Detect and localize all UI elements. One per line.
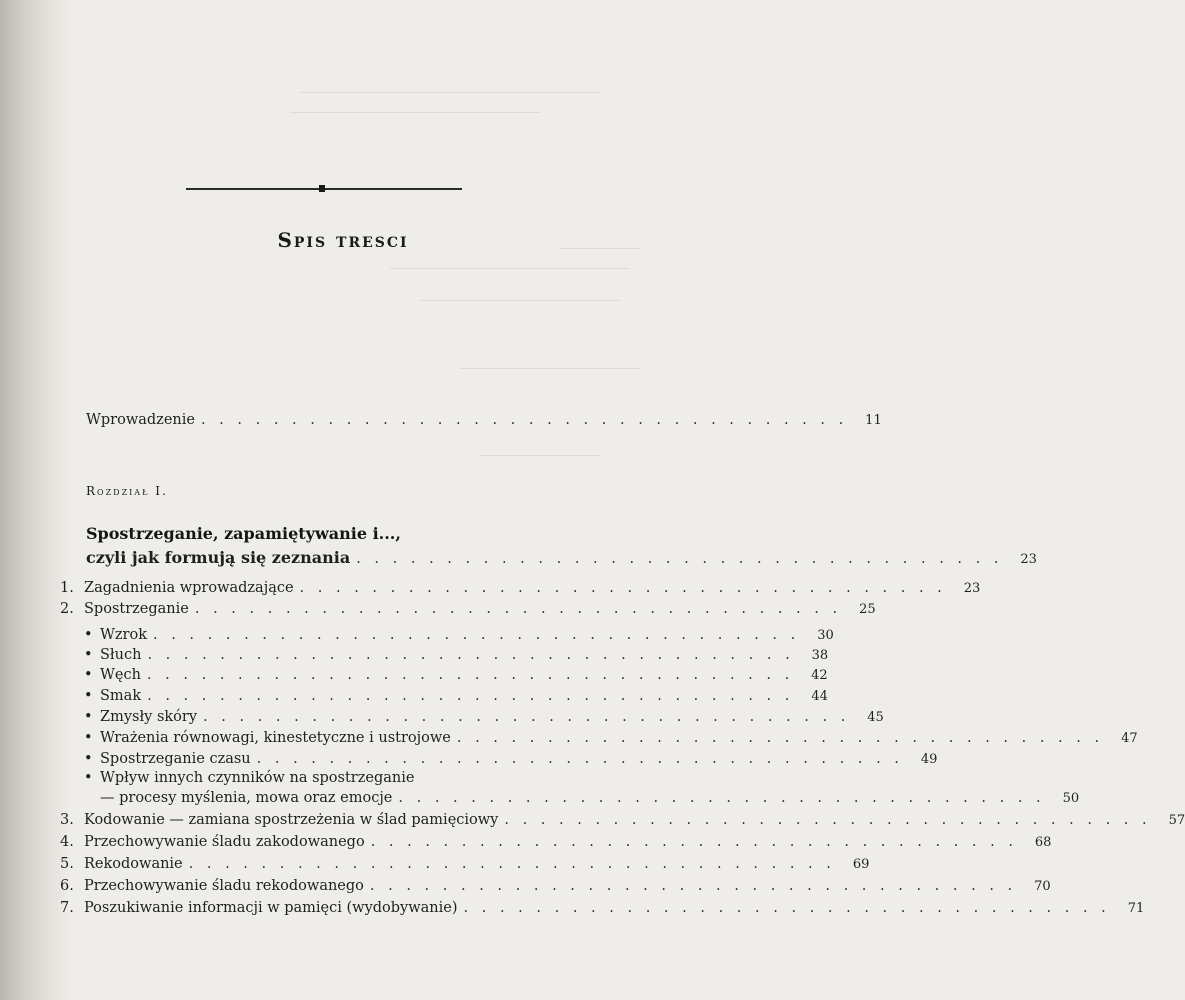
toc-subentry[interactable] (84, 730, 1138, 746)
toc-subentry-line1[interactable] (84, 770, 600, 786)
entry-label: Wzrok (100, 627, 147, 643)
toc-subentry[interactable] (84, 751, 938, 767)
entry-number: 3. (60, 812, 74, 828)
entry-page: 50 (1062, 791, 1080, 806)
toc-entry-chapter[interactable] (86, 548, 1037, 567)
toc-subentry-line2[interactable] (100, 790, 1080, 806)
bullet: • (84, 730, 93, 746)
chapter-title-line1: Spostrzeganie, zapamiętywanie i..., (86, 524, 401, 543)
entry-page: 44 (811, 689, 828, 704)
entry-page: 23 (1020, 552, 1037, 567)
toc-subentry[interactable] (84, 709, 884, 725)
entry-label: Przechowywanie śladu rekodowanego (84, 878, 364, 894)
entry-page: 68 (1034, 835, 1052, 850)
entry-label: Rekodowanie (84, 856, 183, 872)
bullet: • (84, 688, 93, 704)
entry-page: 70 (1034, 879, 1051, 894)
entry-page: 23 (963, 581, 981, 596)
entry-label: Wrażenia równowagi, kinestetyczne i ustrojowe (100, 730, 451, 746)
bullet: • (84, 751, 93, 767)
entry-label: Wpływ innych czynników na spostrzeganie (100, 770, 415, 786)
entry-label: Wprowadzenie (86, 412, 195, 428)
dot-leader: . . . . . . . . . . . . . . . . . . . . . . . . . . . . . . . . . . . . (463, 900, 1111, 916)
bullet: • (84, 770, 93, 786)
entry-label: Kodowanie — zamiana spostrzeżenia w ślad pamięciowy (84, 812, 499, 828)
entry-number: 1. (60, 580, 74, 596)
entry-label: Spostrzeganie czasu (100, 751, 251, 767)
entry-label: Smak (100, 688, 142, 704)
toc-entry-intro[interactable] (86, 412, 882, 428)
toc-subentry[interactable] (84, 667, 828, 683)
entry-number: 2. (60, 601, 74, 617)
entry-label: — procesy myślenia, mowa oraz emocje (100, 790, 393, 806)
entry-label: Poszukiwanie informacji w pamięci (wydobywanie) (84, 900, 458, 916)
entry-number: 5. (60, 856, 74, 872)
toc-entry[interactable] (60, 878, 1051, 894)
toc-entry[interactable] (60, 900, 1145, 916)
entry-number: 4. (60, 834, 74, 850)
entry-label: Zmysły skóry (100, 709, 198, 725)
toc-entry[interactable] (60, 834, 1052, 850)
toc-entry[interactable] (60, 812, 1185, 828)
dot-leader: . . . . . . . . . . . . . . . . . . . . . . . . . . . . . . . . . . . . (369, 878, 1017, 894)
toc-entry[interactable] (60, 856, 870, 872)
entry-label: Zagadnienia wprowadzające (84, 580, 294, 596)
dot-leader: . . . . . . . . . . . . . . . . . . . . . . . . . . . . . . . . . . . . (203, 709, 850, 725)
toc-subentry[interactable] (84, 627, 834, 643)
entry-number: 6. (60, 878, 74, 894)
dot-leader: . . . . . . . . . . . . . . . . . . . . . . . . . . . . . . . . . . . . (456, 730, 1104, 746)
rule-dot (319, 185, 325, 192)
dot-leader: . . . . . . . . . . . . . . . . . . . . . . . . . . . . . . . . . . . . (398, 790, 1046, 806)
dot-leader: . . . . . . . . . . . . . . . . . . . . . . . . . . . . . . . . . . . . (188, 856, 836, 872)
entry-page: 49 (920, 752, 938, 767)
entry-label: Węch (100, 667, 141, 683)
entry-number: 7. (60, 900, 74, 916)
dot-leader: . . . . . . . . . . . . . . . . . . . . . . . . . . . . . . . . . . . . (299, 580, 947, 596)
toc-entry[interactable] (60, 580, 981, 596)
chapter-label: Rozdział I. (86, 484, 168, 498)
entry-page: 45 (867, 710, 884, 725)
dot-leader: . . . . . . . . . . . . . . . . . . . . . . . . . . . . . . . . . . . . (200, 412, 848, 428)
decorative-rule (186, 188, 462, 190)
entry-page: 25 (859, 602, 876, 617)
dot-leader: . . . . . . . . . . . . . . . . . . . . . . . . . . . . . . . . . . . . (256, 751, 904, 767)
entry-page: 38 (811, 648, 829, 663)
entry-label: Spostrzeganie (84, 601, 189, 617)
entry-page: 69 (852, 857, 870, 872)
dot-leader: . . . . . . . . . . . . . . . . . . . . . . . . . . . . . . . . . . . . (504, 812, 1152, 828)
bullet: • (84, 667, 93, 683)
entry-page: 71 (1127, 901, 1145, 916)
dot-leader: . . . . . . . . . . . . . . . . . . . . . . . . . . . . . . . . . . . . (146, 667, 794, 683)
entry-label: Słuch (100, 647, 142, 663)
dot-leader: . . . . . . . . . . . . . . . . . . . . . . . . . . . . . . . . . . . . (153, 627, 800, 643)
dot-leader: . . . . . . . . . . . . . . . . . . . . . . . . . . . . . . . . . . . . (356, 551, 1003, 567)
entry-page: 57 (1168, 813, 1185, 828)
bullet: • (84, 709, 93, 725)
toc-subentry[interactable] (84, 688, 828, 704)
dot-leader: . . . . . . . . . . . . . . . . . . . . . . . . . . . . . . . . . . . . (147, 647, 795, 663)
dot-leader: . . . . . . . . . . . . . . . . . . . . . . . . . . . . . . . . . . . . (147, 688, 794, 704)
toc-entry[interactable] (60, 601, 876, 617)
bullet: • (84, 627, 93, 643)
entry-label: Przechowywanie śladu zakodowanego (84, 834, 365, 850)
entry-page: 30 (817, 628, 834, 643)
toc-subentry[interactable] (84, 647, 829, 663)
chapter-title-line2: czyli jak formują się zeznania (86, 548, 351, 567)
dot-leader: . . . . . . . . . . . . . . . . . . . . . . . . . . . . . . . . . . . . (194, 601, 842, 617)
dot-leader: . . . . . . . . . . . . . . . . . . . . . . . . . . . . . . . . . . . . (370, 834, 1018, 850)
entry-page: 47 (1121, 731, 1138, 746)
bullet: • (84, 647, 93, 663)
entry-page: 11 (865, 413, 882, 428)
toc-heading: Spis tresci (277, 228, 409, 252)
entry-page: 42 (811, 668, 828, 683)
